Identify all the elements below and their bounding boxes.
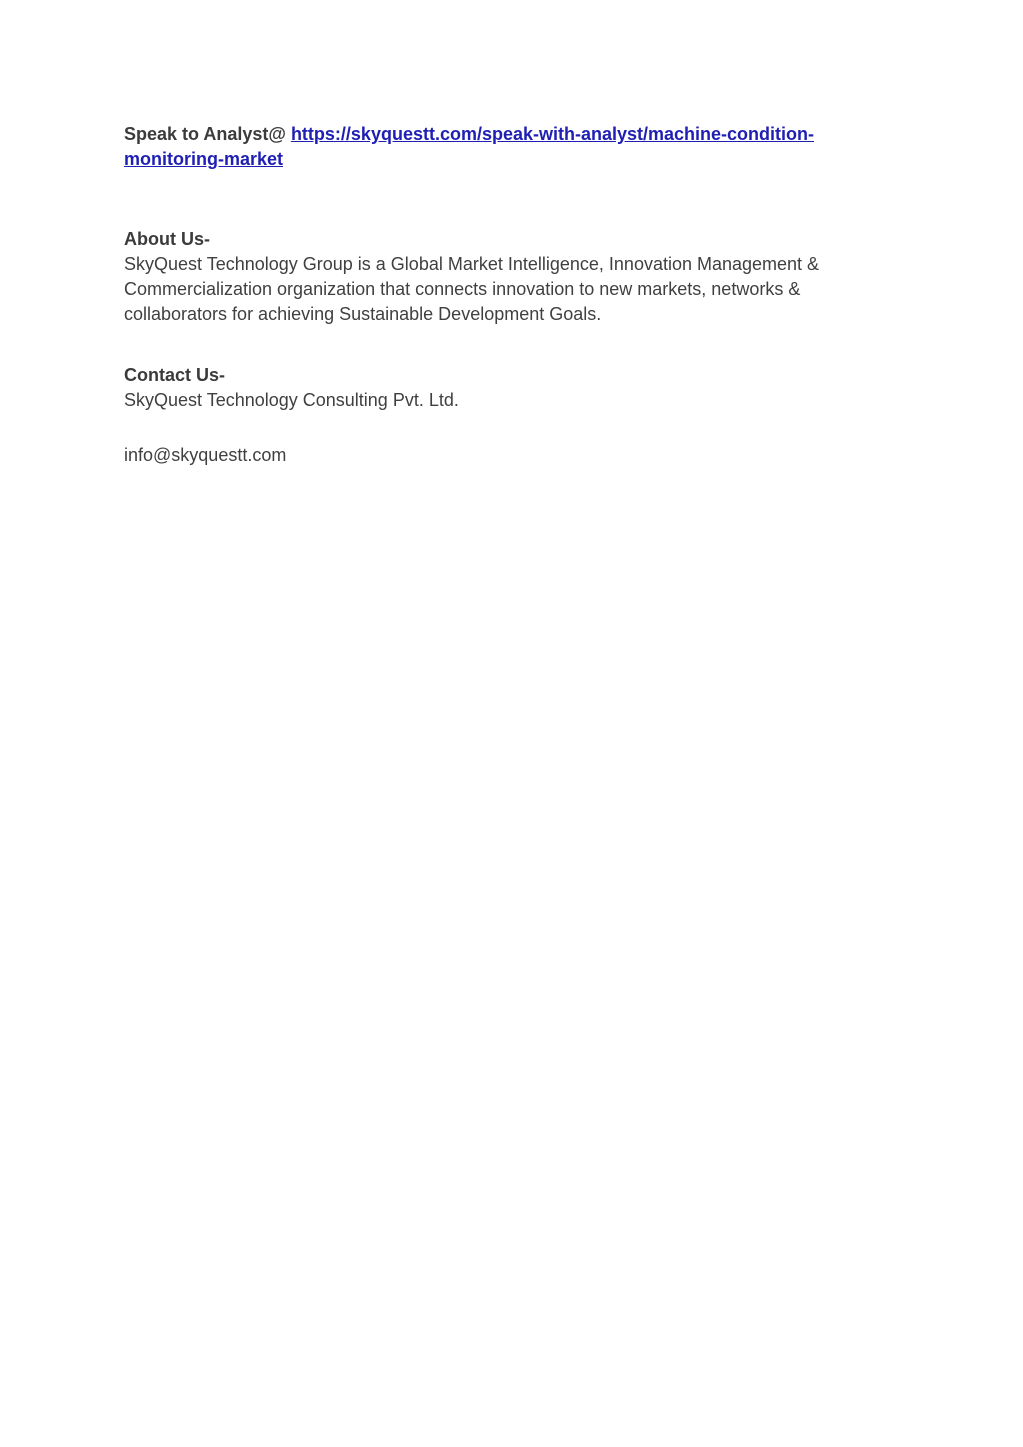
- speak-to-analyst-link-line2: monitoring-market: [124, 149, 284, 169]
- about-us-line: SkyQuest Technology Group is a Global Market Intelligence, Innovation Management &: [124, 254, 820, 274]
- contact-us-heading: Contact Us-: [124, 365, 226, 385]
- about-us-heading: About Us-: [124, 229, 210, 249]
- about-us-line: Commercialization organization that connects innovation to new markets, networks &: [124, 279, 801, 299]
- document-content: [124, 122, 904, 468]
- about-us-line: collaborators for achieving Sustainable Development Goals.: [124, 304, 602, 324]
- contact-company-name: SkyQuest Technology Consulting Pvt. Ltd.: [124, 390, 459, 410]
- speak-to-analyst-link-line1: https://skyquestt.com/speak-with-analyst/machine-condition-: [290, 124, 815, 144]
- speak-to-analyst-label: Speak to Analyst@: [124, 124, 291, 144]
- speak-to-analyst-block: [124, 122, 904, 172]
- about-us-paragraph: [124, 252, 904, 327]
- contact-email-text: info@skyquestt.com: [124, 445, 287, 465]
